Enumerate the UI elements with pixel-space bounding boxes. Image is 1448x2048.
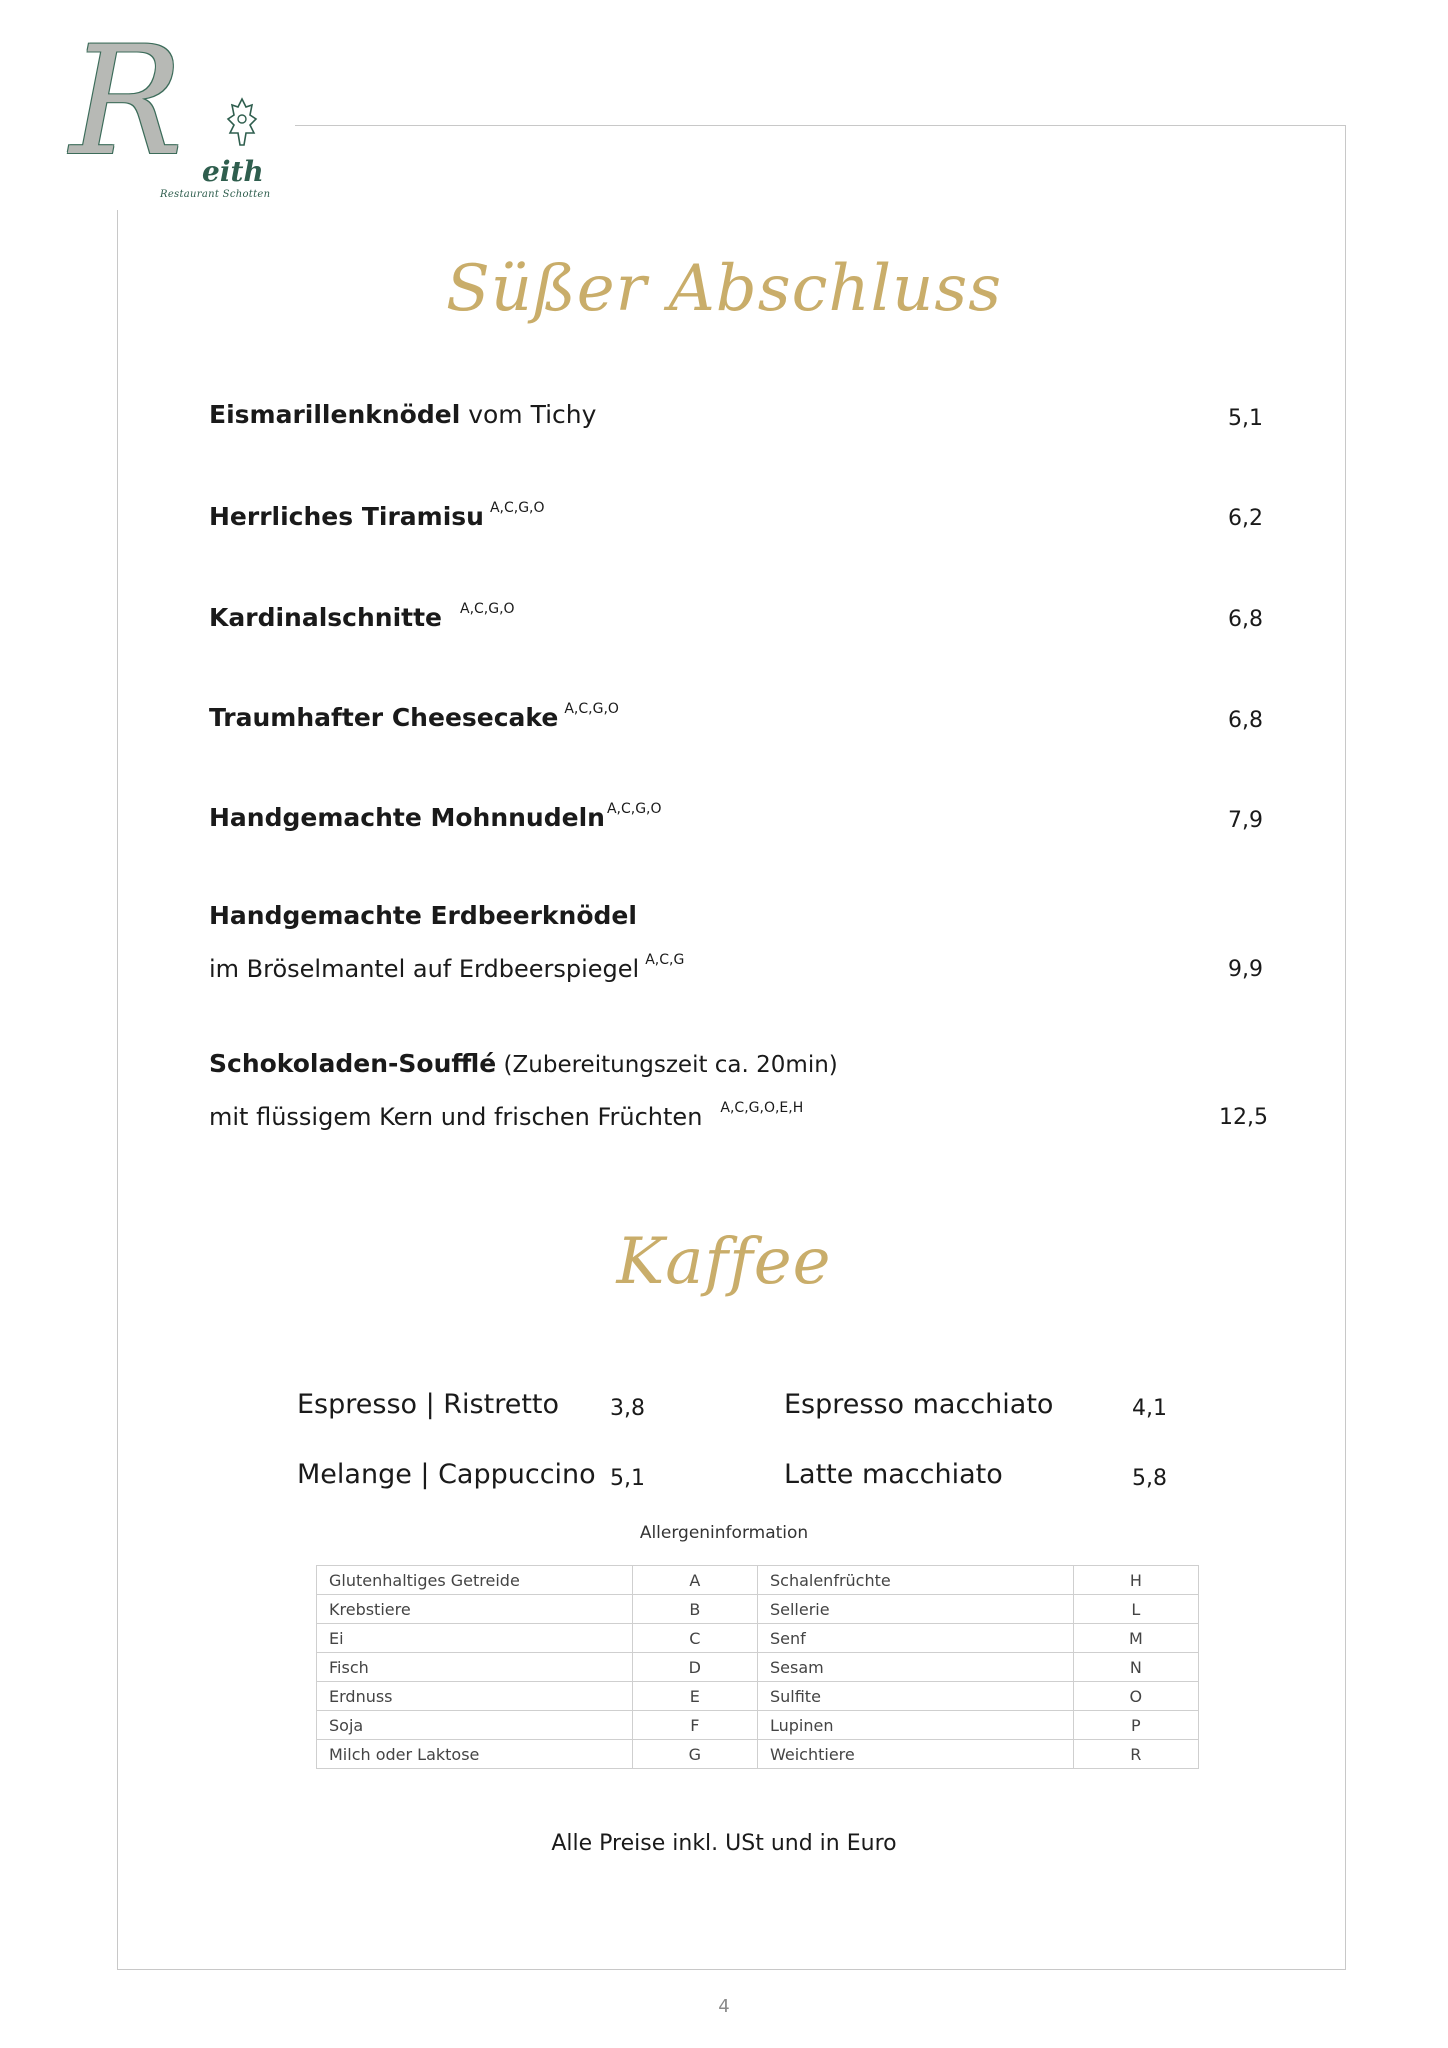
dessert-extra: (Zubereitungszeit ca. 20min) <box>496 1052 838 1078</box>
dessert-price-4: 6,8 <box>1228 708 1263 733</box>
allergen-name: Ei <box>317 1624 633 1653</box>
allergen-table <box>316 1565 1199 1769</box>
coffee-price-1: 3,8 <box>610 1396 645 1421</box>
allergen-code: B <box>632 1595 757 1624</box>
dessert-name: Handgemachte Erdbeerknödel <box>209 901 637 930</box>
allergen-code: M <box>1073 1624 1198 1653</box>
allergen-name: Glutenhaltiges Getreide <box>317 1566 633 1595</box>
allergen-code: P <box>1073 1711 1198 1740</box>
coffee-price-2: 4,1 <box>1132 1396 1167 1421</box>
dessert-price-6: 9,9 <box>1228 957 1263 982</box>
allergen-code: D <box>632 1653 757 1682</box>
allergen-info-title: Allergeninformation <box>639 1523 809 1543</box>
allergen-codes: A,C,G,O <box>460 601 515 617</box>
allergen-name: Fisch <box>317 1653 633 1682</box>
allergen-name: Sellerie <box>757 1595 1073 1624</box>
dessert-item-2 <box>209 500 545 531</box>
price-note: Alle Preise inkl. USt und in Euro <box>551 1831 897 1856</box>
allergen-name: Erdnuss <box>317 1682 633 1711</box>
allergen-code: L <box>1073 1595 1198 1624</box>
dessert-item-7-description <box>209 1100 803 1131</box>
allergen-code: N <box>1073 1653 1198 1682</box>
table-row <box>317 1653 1199 1682</box>
dessert-name: Traumhafter Cheesecake <box>209 703 559 732</box>
dessert-name: Eismarillenknödel <box>209 400 461 429</box>
allergen-codes: A,C,G,O <box>606 801 662 817</box>
dessert-price-3: 6,8 <box>1228 607 1263 632</box>
allergen-code: E <box>632 1682 757 1711</box>
dessert-item-1 <box>209 400 596 429</box>
table-row <box>317 1682 1199 1711</box>
coffee-item-4: Latte macchiato <box>784 1459 1003 1490</box>
allergen-codes: A,C,G,O,E,H <box>720 1100 804 1116</box>
dessert-section-title: Süßer Abschluss <box>445 252 1003 326</box>
coffee-price-3: 5,1 <box>610 1466 645 1491</box>
coffee-item-3: Melange | Cappuccino <box>297 1459 596 1490</box>
allergen-name: Soja <box>317 1711 633 1740</box>
dessert-item-4 <box>209 701 619 732</box>
dessert-name: Kardinalschnitte <box>209 603 442 632</box>
allergen-name: Lupinen <box>757 1711 1073 1740</box>
dessert-item-6 <box>209 901 637 930</box>
allergen-codes: A,C,G,O <box>489 500 545 516</box>
allergen-name: Krebstiere <box>317 1595 633 1624</box>
dessert-price-7: 12,5 <box>1219 1105 1268 1130</box>
restaurant-logo <box>60 15 290 205</box>
table-row <box>317 1711 1199 1740</box>
table-row <box>317 1595 1199 1624</box>
coffee-item-1: Espresso | Ristretto <box>297 1389 560 1420</box>
dessert-price-2: 6,2 <box>1228 506 1263 531</box>
dessert-item-7 <box>209 1049 838 1078</box>
coffee-price-4: 5,8 <box>1132 1466 1167 1491</box>
coffee-item-2: Espresso macchiato <box>784 1389 1054 1420</box>
logo-subtitle: Restaurant Schotten <box>160 189 271 200</box>
allergen-code: R <box>1073 1740 1198 1769</box>
table-row <box>317 1566 1199 1595</box>
coffee-section-title: Kaffee <box>616 1225 832 1299</box>
page-number: 4 <box>718 1996 730 2017</box>
allergen-code: O <box>1073 1682 1198 1711</box>
allergen-name: Weichtiere <box>757 1740 1073 1769</box>
allergen-codes: A,C,G,O <box>564 701 619 717</box>
dessert-extra: vom Tichy <box>460 400 597 429</box>
allergen-name: Sesam <box>757 1653 1073 1682</box>
allergen-code: F <box>632 1711 757 1740</box>
logo-initial: R <box>70 15 183 189</box>
dessert-name: Schokoladen-Soufflé <box>209 1049 497 1078</box>
dessert-description: im Bröselmantel auf Erdbeerspiegel <box>209 955 640 983</box>
allergen-name: Sulfite <box>757 1682 1073 1711</box>
dessert-item-5 <box>209 801 662 832</box>
allergen-name: Milch oder Laktose <box>317 1740 633 1769</box>
dessert-name: Handgemachte Mohnnudeln <box>209 803 605 832</box>
crest-icon <box>222 97 262 155</box>
allergen-name: Senf <box>757 1624 1073 1653</box>
allergen-codes: A,C,G <box>645 952 685 968</box>
allergen-name: Schalenfrüchte <box>757 1566 1073 1595</box>
logo-wordmark: eith <box>202 155 264 188</box>
dessert-price-1: 5,1 <box>1228 406 1263 431</box>
dessert-name: Herrliches Tiramisu <box>209 502 484 531</box>
allergen-code: H <box>1073 1566 1198 1595</box>
table-row <box>317 1740 1199 1769</box>
allergen-code: G <box>632 1740 757 1769</box>
dessert-price-5: 7,9 <box>1228 808 1263 833</box>
allergen-code: C <box>632 1624 757 1653</box>
dessert-item-6-description <box>209 952 684 983</box>
table-row <box>317 1624 1199 1653</box>
allergen-code: A <box>632 1566 757 1595</box>
dessert-item-3 <box>209 601 515 632</box>
dessert-description: mit flüssigem Kern und frischen Früchten <box>209 1103 703 1131</box>
